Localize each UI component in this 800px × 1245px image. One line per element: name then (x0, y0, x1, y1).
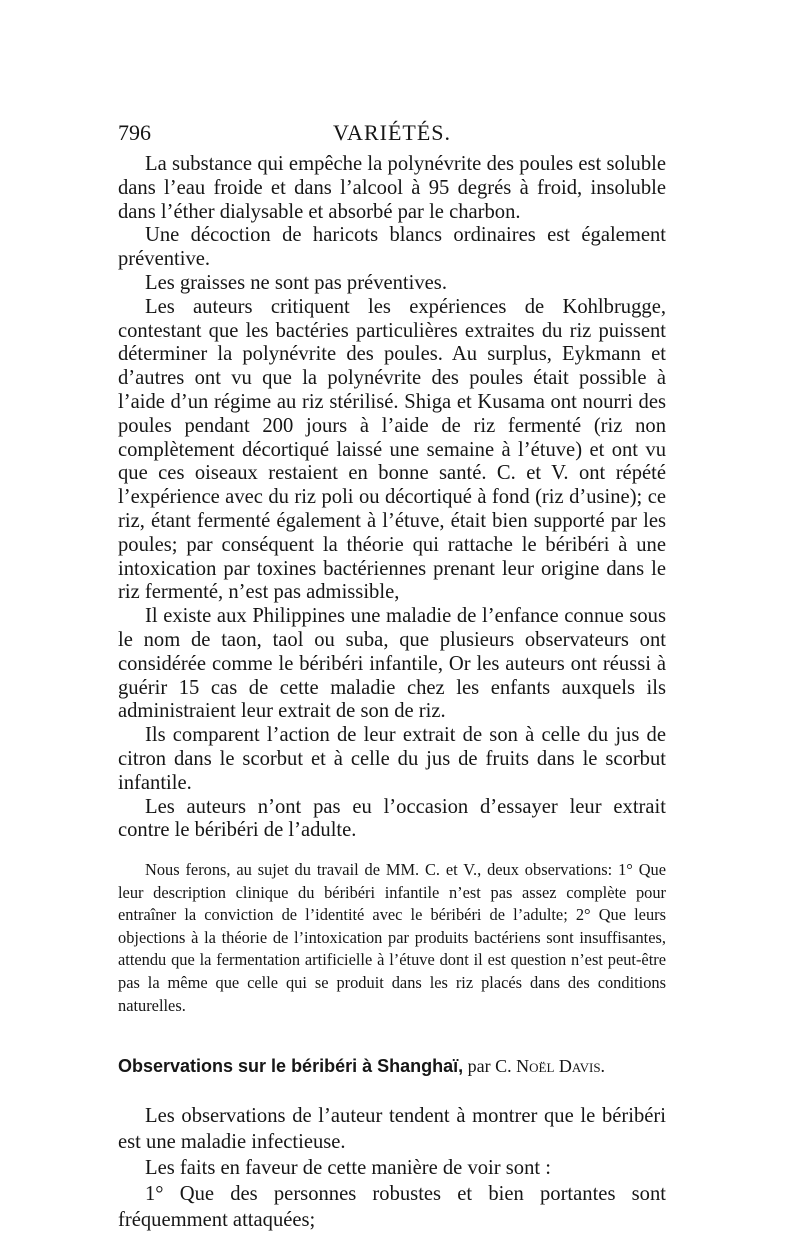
paragraph: 1° Que des personnes robustes et bien portantes sont fréquemment attaquées; (118, 1183, 666, 1232)
paragraph: Une décoction de haricots blancs ordinaires est également préventive. (118, 224, 666, 271)
article-author: C. Noël Davis. (495, 1056, 606, 1077)
running-title: VARIÉTÉS. (333, 120, 451, 145)
editorial-note: Nous ferons, au sujet du travail de MM. C. et V., deux observations: 1° Que leur description clinique du béribéri infantile n’est pas assez complète pour entraîner la conviction de l’identité avec le béribéri de l’adulte; 2° Que leurs objections à la théorie de l’intoxication par produits bactériens sont insuffisantes, attendu que la fermentation artificielle à l’étuve dont il est question n’est peut-être pas la même que celle qui se produit dans les riz placés dans des conditions naturelles. (118, 860, 666, 1015)
paragraph: Les auteurs critiquent les expériences de Kohlbrugge, contestant que les bactéries particulières extraites du riz puissent déterminer la polynévrite des poules. Au surplus, Eykmann et d’autres ont vu que la polynévrite des poules était possible à l’aide d’un régime au riz stérilisé. Shiga et Kusama ont nourri des poules pendant 200 jours à l’aide de riz fermenté (riz non complètement décortiqué laissé une semaine à l’étuve) et ont vu que ces oiseaux restaient en bonne santé. C. et V. ont répété l’expérience avec du riz poli ou décortiqué à fond (riz d’usine); ce riz, étant fermenté également à l’étuve, était bien supporté par les poules; par conséquent la théorie qui rattache le béribéri à une intoxication par toxines bactériennes prenant leur origine dans le riz fermenté, n’est pas admissible, (118, 295, 666, 604)
review-text (118, 153, 666, 843)
paragraph: Les faits en faveur de cette manière de voir sont : (145, 1157, 551, 1180)
paragraph: Ils comparent l’action de leur extrait de son à celle du jus de citron dans le scorbut et à celle du jus de fruits dans le scorbut infantile. (118, 724, 666, 794)
paragraph: Il existe aux Philippines une maladie de l’enfance connue sous le nom de taon, taol ou suba, que plusieurs observateurs ont considérée comme le béribéri infantile, Or les auteurs ont réussi à guérir 15 cas de cette maladie chez les enfants auxquels ils administraient leur extrait de son de riz. (118, 605, 666, 723)
page-body (118, 153, 666, 1233)
page-number: 796 (118, 120, 151, 145)
article-heading (118, 1053, 666, 1079)
paragraph: La substance qui empêche la polynévrite des poules est soluble dans l’eau froide et dans l’alcool à 95 degrés à froid, insoluble dans l’éther dialysable et absorbé par le charbon. (118, 153, 666, 223)
article-title: Observations sur le béribéri à Shanghaï, (118, 1056, 464, 1077)
article-text (118, 1103, 666, 1233)
article-by: par (467, 1056, 491, 1077)
paragraph: Les graisses ne sont pas préventives. (145, 271, 447, 294)
paragraph: Les observations de l’auteur tendent à montrer que le béribéri est une maladie infectieuse. (118, 1105, 666, 1154)
page-header (118, 120, 666, 150)
paragraph: Les auteurs n’ont pas eu l’occasion d’essayer leur extrait contre le béribéri de l’adulte. (118, 795, 666, 842)
